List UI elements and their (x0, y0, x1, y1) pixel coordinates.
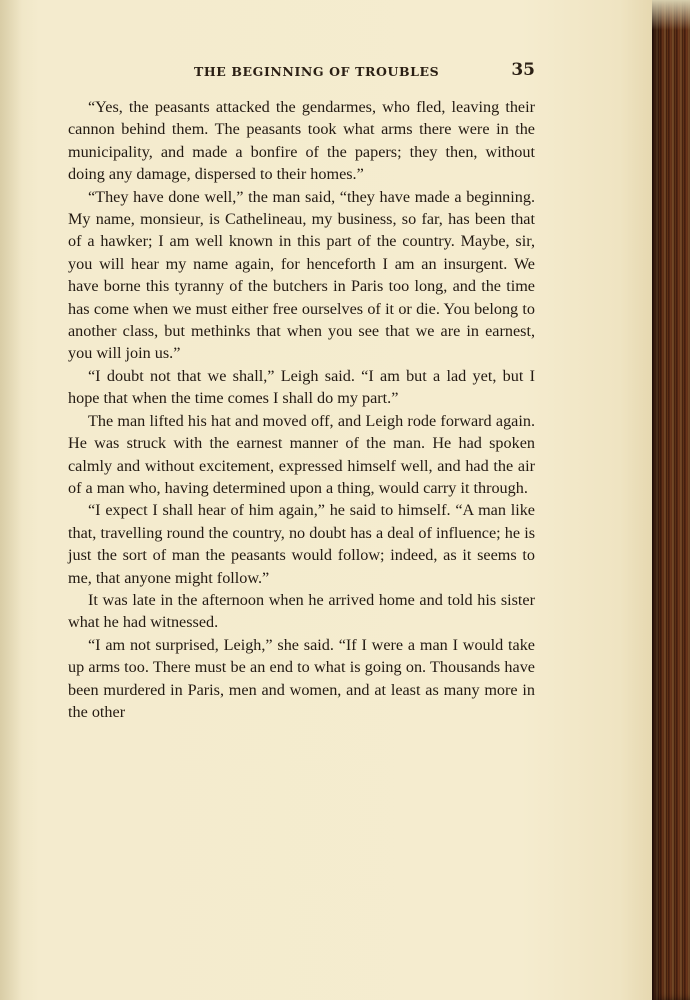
paragraph: “Yes, the peasants attacked the gendarmes, who fled, leaving their cannon behind them. The peasants took what arms there were in the municipality, and made a bonfire of the papers; they then, without doing any damage, dispersed to their homes.” (68, 98, 535, 184)
page-number: 35 (511, 60, 535, 80)
paragraph: “I am not surprised, Leigh,” she said. “If I were a man I would take up arms too. There must be an end to what is going on. Thousands have been murdered in Paris, men and women, and at least as many more in the other (68, 635, 535, 721)
paragraph: It was late in the afternoon when he arrived home and told his sister what he had witnessed. (68, 590, 535, 632)
running-title: THE BEGINNING OF TROUBLES (194, 64, 440, 79)
paragraph: The man lifted his hat and moved off, and Leigh rode forward again. He was struck with the earnest manner of the man. He had spoken calmly and without excitement, expressed himself well, and had the air of a man who, having determined upon a thing, would carry it through. (68, 411, 535, 497)
page-gutter-shadow (0, 0, 22, 1000)
paragraph: “I expect I shall hear of him again,” he said to himself. “A man like that, travelling round the country, no doubt has a deal of influence; he is just the sort of man the peasants would follow; indeed, as it seems to me, that anyone might follow.” (68, 501, 535, 587)
paragraph: “I doubt not that we shall,” Leigh said. “I am but a lad yet, but I hope that when the time comes I shall do my part.” (68, 366, 535, 408)
paragraph: “They have done well,” the man said, “they have made a beginning. My name, monsieur, is Cathelineau, my business, so far, has been that of a hawker; I am well known in this part of the country. Maybe, sir, you will hear my name again, for henceforth I am an insurgent. We have borne this tyranny of the butchers in Paris too long, and the time has come when we must either free ourselves of it or die. You belong to another class, but methinks that when you see that we are in earnest, you will join us.” (68, 187, 535, 363)
body-text (68, 96, 535, 723)
book-fore-edge-highlight (652, 0, 690, 30)
book-fore-edge (652, 0, 690, 1000)
running-header (70, 62, 535, 82)
